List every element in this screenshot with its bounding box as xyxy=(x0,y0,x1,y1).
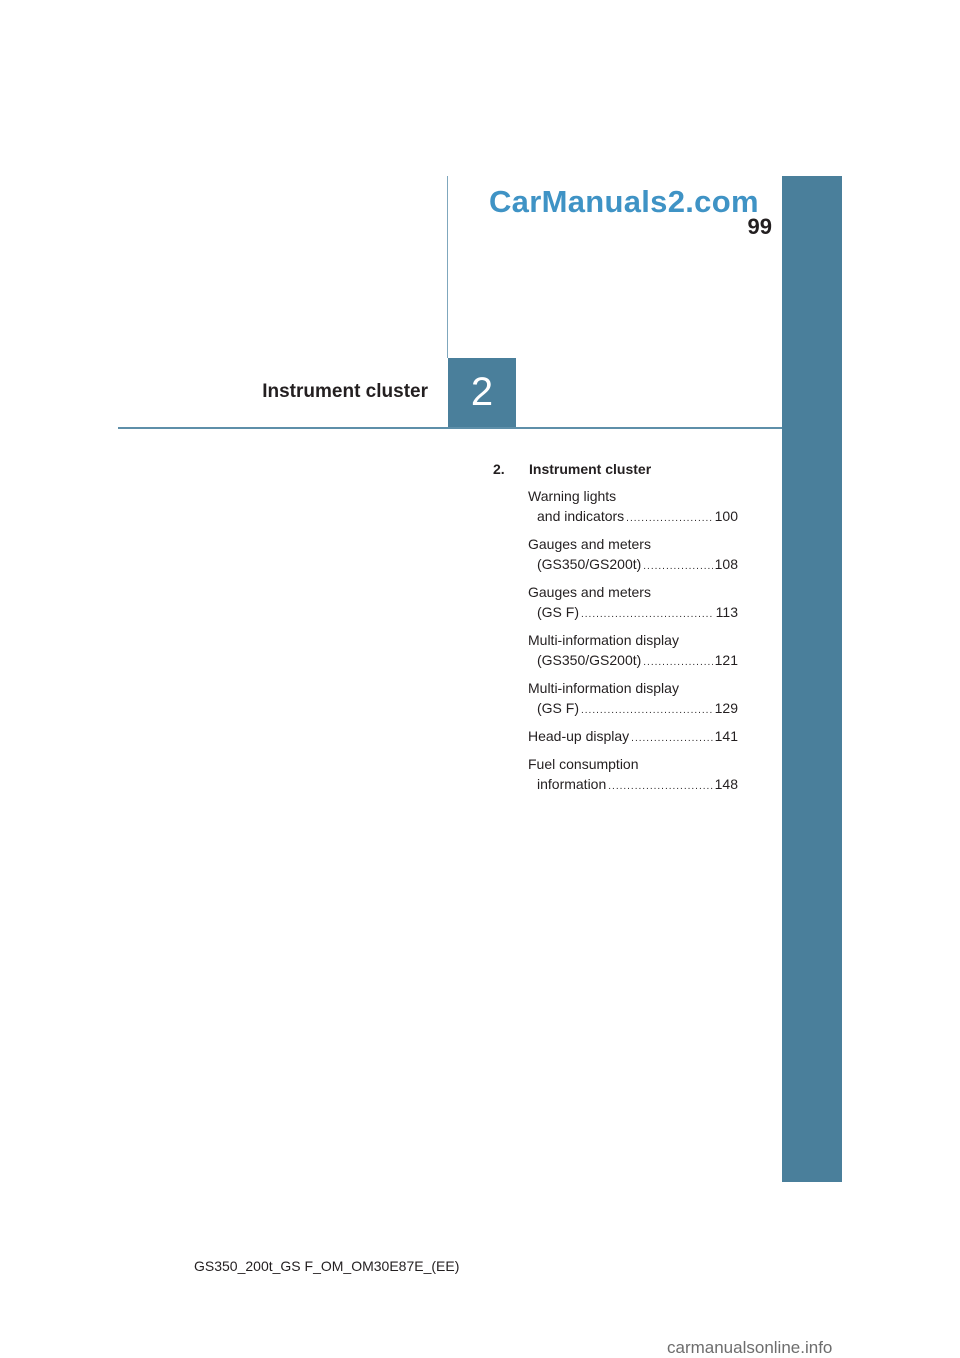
toc-page-number: 141 xyxy=(714,728,738,744)
toc-item-line2: (GS350/GS200t) xyxy=(537,652,642,668)
chapter-title: Instrument cluster xyxy=(262,381,428,402)
chapter-number-box xyxy=(448,358,516,427)
toc-heading-number: 2. xyxy=(493,461,505,477)
toc-item-line1: Head-up display xyxy=(528,728,630,744)
dot-leader xyxy=(631,729,712,749)
toc-item-line2: and indicators xyxy=(537,508,625,524)
dot-leader xyxy=(643,557,712,577)
document-code: GS350_200t_GS F_OM_OM30E87E_(EE) xyxy=(194,1258,460,1274)
toc-item-line2: (GS F) xyxy=(537,700,579,716)
toc-page-number: 129 xyxy=(714,700,738,716)
toc-item-line2: (GS F) xyxy=(537,604,579,620)
toc-item-line1: Multi-information display xyxy=(528,680,679,696)
site-watermark: carmanualsonline.info xyxy=(667,1338,833,1357)
toc-item-head-up-display[interactable] xyxy=(528,726,738,749)
toc-item-mid-gs350[interactable] xyxy=(528,630,738,673)
toc-page-number: 113 xyxy=(715,604,738,620)
watermark-text: CarManuals2.com xyxy=(489,184,759,219)
toc-item-line2: information xyxy=(537,776,607,792)
toc-page-number: 100 xyxy=(714,508,738,524)
toc-item-gauges-gsf[interactable] xyxy=(528,582,738,625)
toc-item-line1: Gauges and meters xyxy=(528,536,651,552)
chapter-side-tab xyxy=(782,176,842,1182)
toc-item-line1: Multi-information display xyxy=(528,632,679,648)
chapter-rule xyxy=(118,427,782,429)
dot-leader xyxy=(626,509,712,529)
vertical-divider xyxy=(447,176,448,358)
toc-item-line1: Fuel consumption xyxy=(528,756,639,772)
page-number: 99 xyxy=(747,214,772,239)
toc-item-line1: Gauges and meters xyxy=(528,584,651,600)
dot-leader xyxy=(581,701,713,721)
toc-item-line1: Warning lights xyxy=(528,488,617,504)
toc-heading-title: Instrument cluster xyxy=(529,461,652,477)
toc-item-warning-lights[interactable] xyxy=(528,486,738,529)
toc-page-number: 148 xyxy=(714,776,738,792)
toc-page-number: 108 xyxy=(714,556,738,572)
toc-item-fuel-consumption[interactable] xyxy=(528,754,738,797)
toc-heading xyxy=(493,461,651,477)
table-of-contents xyxy=(528,486,738,802)
toc-item-gauges-gs350[interactable] xyxy=(528,534,738,577)
toc-item-mid-gsf[interactable] xyxy=(528,678,738,721)
dot-leader xyxy=(581,605,714,625)
dot-leader xyxy=(608,777,712,797)
toc-page-number: 121 xyxy=(714,652,738,668)
dot-leader xyxy=(643,653,712,673)
chapter-number: 2 xyxy=(470,370,494,414)
toc-item-line2: (GS350/GS200t) xyxy=(537,556,642,572)
